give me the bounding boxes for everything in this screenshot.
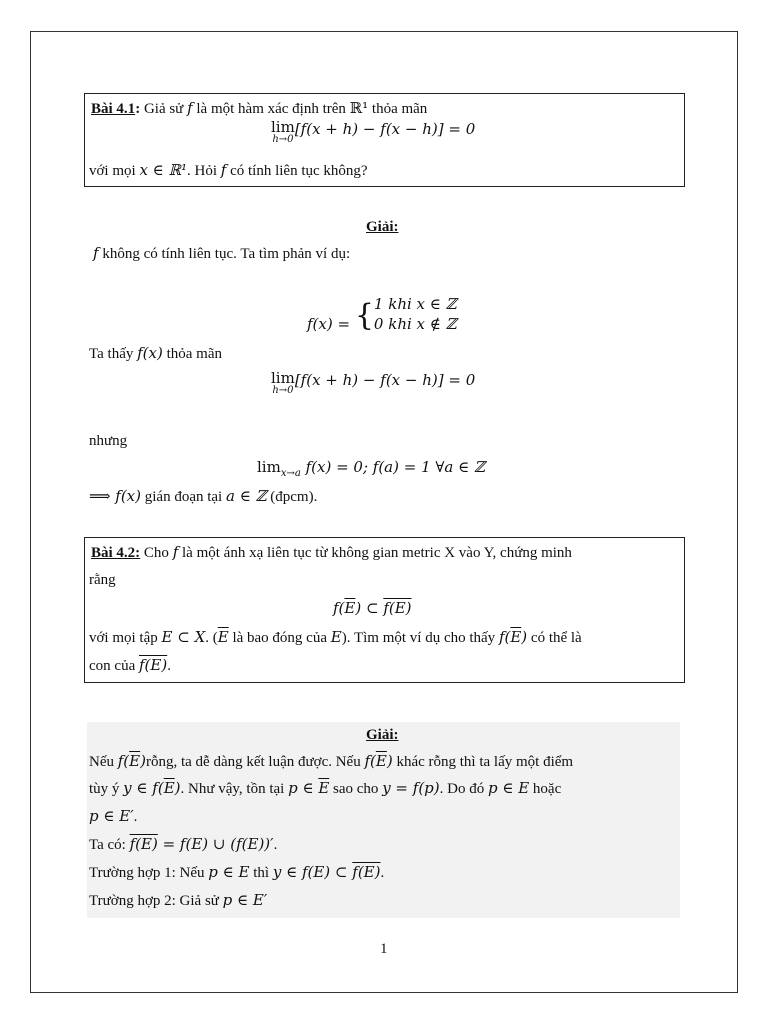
solution-1-nhung: nhưng <box>89 433 128 449</box>
piecewise-definition: f(x) = { 1 khi x ∈ ℤ 0 khi x ∉ ℤ <box>307 295 457 334</box>
solution-1-heading: Giải: <box>366 219 399 235</box>
solution-2-line-3: p ∈ E′. <box>89 807 138 825</box>
solution-2-line-1: Nếu $f(\overline{E})rỗng$, ta dễ dàng kết luận được. Nếu $f(\overline{E})$ khác rỗng thì ta lấy một điểm <box>89 752 574 770</box>
problem-4-2-line-2: rằng <box>89 572 116 588</box>
solution-1-line-ta-thay: Ta thấy f(x) thỏa mãn <box>89 344 222 362</box>
solution-2-heading: Giải: <box>366 727 399 743</box>
left-brace: { <box>354 298 374 333</box>
problem-4-1-limit-formula: lim h→0 [f(x + h) − f(x − h)] = 0 <box>271 118 476 145</box>
solution-1-intro: f không có tính liên tục. Ta tìm phản ví dụ: <box>93 244 351 262</box>
problem-4-2-formula: $f(\overline{E})$ ⊂ f(E) <box>333 599 412 617</box>
solution-2-line-2: tùy ý y ∈ $f(\overline{E})$. Như vậy, tồn tại p ∈ $\overline{E}$ sao cho y = f(p). Do đó p ∈ E hoặc <box>89 779 562 797</box>
solution-1-limit-2: $\lim_{x\to a} f(x) = 0$; f(a) = 1 ∀a ∈ ℤ <box>257 458 485 479</box>
solution-2-line-5: Trường hợp 1: Nếu p ∈ E thì y ∈ f(E) ⊂ f(E). <box>89 863 385 881</box>
solution-2-line-4: Ta có: f(E) = f(E) ∪ (f(E))′. <box>89 835 278 853</box>
page-number: 1 <box>380 941 388 957</box>
solution-1-conclusion: ⟹ f(x) gián đoạn tại a ∈ ℤ (đpcm). <box>89 487 318 505</box>
problem-4-2-label: Bài 4.2: <box>91 545 141 561</box>
problem-4-1-line-1: Bài 4.1: Giả sử f là một hàm xác định trên ℝ¹ thỏa mãn <box>91 99 428 117</box>
problem-4-2-line-4: với mọi tập E ⊂ X. ($\overline{E}$ là bao đóng của E). Tìm một ví dụ cho thấy $f(\overline{E})$ có thể là <box>89 628 582 646</box>
solution-1-limit-formula: lim h→0 [f(x + h) − f(x − h)] = 0 <box>271 369 476 396</box>
problem-4-1-line-3: với mọi x ∈ ℝ¹. Hỏi f có tính liên tục không? <box>89 161 368 179</box>
solution-2-line-6: Trường hợp 2: Giả sử p ∈ E′ <box>89 891 268 909</box>
problem-4-1-label: Bài 4.1 <box>91 101 136 117</box>
problem-4-2-line-5: con của f(E). <box>89 656 171 674</box>
problem-4-2-line-1: Bài 4.2: Cho f là một ánh xạ liên tục từ không gian metric X vào Y, chứng minh <box>91 543 572 561</box>
